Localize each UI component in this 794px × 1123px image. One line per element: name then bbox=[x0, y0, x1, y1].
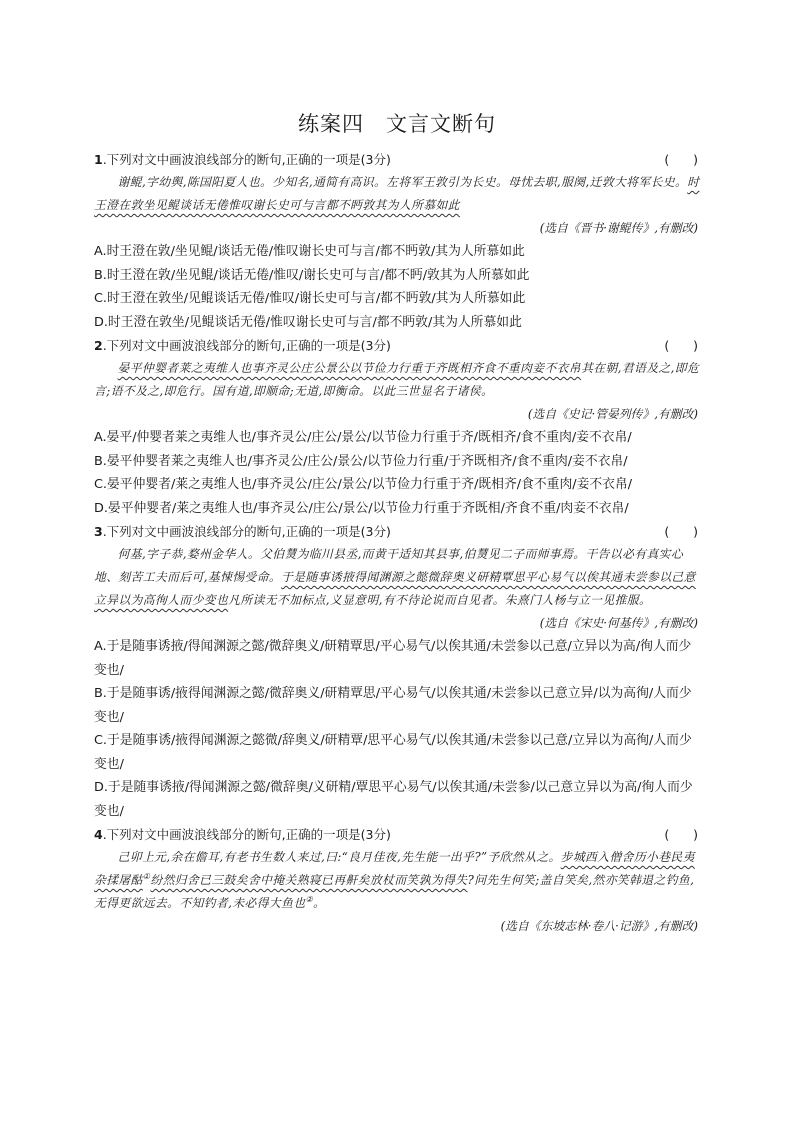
question-text: .下列对文中画波浪线部分的断句,正确的一项是(3分) bbox=[102, 524, 391, 539]
question-number: 3 bbox=[94, 524, 103, 539]
title-part1: 练案四 bbox=[298, 112, 364, 136]
option-d[interactable]: D.晏平仲婴者/莱之夷维人也/事齐灵公/庄公/景公/以节俭力行重于齐既相/齐食不重/肉妾不衣帛/ bbox=[94, 500, 629, 516]
passage bbox=[94, 543, 700, 612]
passage-source: (选自《宋史·何基传》,有删改) bbox=[539, 616, 698, 630]
answer-blank[interactable]: ( ) bbox=[664, 827, 698, 842]
wavy-underlined-text: 步城西入僧舍历小巷民夷杂揉屠酤 bbox=[94, 850, 695, 887]
page-title bbox=[94, 108, 700, 138]
option-a[interactable]: A.晏平/仲婴者莱之夷维人也/事齐灵公/庄公/景公/以节俭力行重于齐/既相齐/食不重肉/妾不衣帛/ bbox=[94, 430, 632, 445]
passage-text: 。 bbox=[313, 896, 326, 910]
question-stem bbox=[94, 520, 700, 543]
question-text: .下列对文中画波浪线部分的断句,正确的一项是(3分) bbox=[102, 152, 391, 167]
wavy-underlined-text: 晏平仲婴者莱之夷维人也事齐灵公庄公景公以节俭力行重于齐既相齐食不重肉妾不衣帛 bbox=[117, 361, 582, 375]
answer-blank[interactable]: ( ) bbox=[664, 338, 698, 353]
question-number: 2 bbox=[94, 338, 103, 353]
question-stem bbox=[94, 823, 700, 846]
option-b[interactable]: B.时王澄在敦/坐见鲲/谈话无倦/惟叹/谢长史可与言/都不眄/敦其为人所慕如此 bbox=[94, 267, 530, 283]
option-d[interactable]: D.于是随事诱掖/得闻渊源之懿/微辞奥/义研精/覃思平心易气/以俟其通/未尝参/以己意立异以为高/徇人而少变也/ bbox=[94, 780, 693, 819]
question-4 bbox=[94, 823, 700, 938]
passage bbox=[94, 171, 700, 217]
option-b[interactable]: B.晏平仲婴者莱之夷维人也/事齐灵公/庄公/景公/以节俭力行重/于齐既相齐/食不重肉/妾不衣帛/ bbox=[94, 453, 628, 469]
option-a[interactable]: A.于是随事诱掖/得闻渊源之懿/微辞奥义/研精覃思/平心易气/以俟其通/未尝参以己意/立异以为高/徇人而少变也/ bbox=[94, 639, 692, 678]
answer-blank[interactable]: ( ) bbox=[664, 152, 698, 167]
passage-text: 谢鲲,字幼舆,陈国阳夏人也。少知名,通简有高识。左将军王敦引为长史。母忧去职,服阕,迁敦大将军长史。 bbox=[117, 175, 688, 189]
question-1 bbox=[94, 148, 700, 334]
title-part2: 文言文断句 bbox=[386, 112, 496, 136]
option-c[interactable]: C.于是随事诱/掖得闻渊源之懿微/辞奥义/研精覃/思平心易气/以俟其通/未尝参以己意/立异以为高徇/人而少变也/ bbox=[94, 733, 692, 772]
wavy-underlined-text: 纷然归舍已三鼓矣舍中掩关熟寝已再鼾矣放杖而笑孰为得失 bbox=[150, 873, 468, 887]
wavy-underlined-text: 时王澄在敦坐见鲲谈话无倦惟叹谢长史可与言都不眄敦其为人所慕如此 bbox=[94, 175, 700, 212]
question-number: 4 bbox=[94, 827, 103, 842]
passage-text: ?问先生何笑;盖自笑矣,然亦笑韩退之钓鱼,无得更欲远去。不知钓者,未必得大鱼也 bbox=[94, 873, 695, 910]
question-3 bbox=[94, 520, 700, 823]
option-b[interactable]: B.于是随事诱/掖得闻渊源之懿/微辞奥义/研精覃思/平心易气/以俟其通/未尝参以己意立异/以为高徇/人而少变也/ bbox=[94, 686, 692, 725]
passage-text: 其在朝,君语及之,即危言;语不及之,即危行。国有道,即顺命;无道,即衡命。以此三世显名于诸侯。 bbox=[94, 361, 700, 398]
passage-text: 何基,字子恭,婺州金华人。父伯熭为临川县丞,而黄干适知其县事,伯熭见二子而师事焉。干告以必有真实心地、刻苦工夫而后可,基悚惕受命。 bbox=[94, 547, 684, 584]
passage bbox=[94, 846, 700, 915]
question-number: 1 bbox=[94, 152, 103, 167]
passage-source: (选自《晋书·谢鲲传》,有删改) bbox=[539, 221, 698, 235]
question-stem bbox=[94, 334, 700, 357]
option-a[interactable]: A.时王澄在敦/坐见鲲/谈话无倦/惟叹谢长史可与言/都不眄敦/其为人所慕如此 bbox=[94, 244, 525, 259]
answer-blank[interactable]: ( ) bbox=[664, 524, 698, 539]
passage-source: (选自《东坡志林·卷八·记游》,有删改) bbox=[500, 919, 698, 933]
footnote-marker: ① bbox=[142, 872, 151, 882]
footnote-marker: ② bbox=[305, 895, 314, 905]
option-c[interactable]: C.时王澄在敦坐/见鲲谈话无倦/惟叹/谢长史可与言/都不眄敦/其为人所慕如此 bbox=[94, 291, 526, 306]
option-d[interactable]: D.时王澄在敦坐/见鲲谈话无倦/惟叹谢长史可与言/都不眄敦/其为人所慕如此 bbox=[94, 314, 522, 330]
option-c[interactable]: C.晏平仲婴者/莱之夷维人也/事齐灵公/庄公/景公/以节俭力行重于齐/既相齐/食不重肉/妾不衣帛/ bbox=[94, 477, 633, 492]
passage bbox=[94, 357, 700, 403]
question-stem bbox=[94, 148, 700, 171]
passage-text: 己卯上元,余在儋耳,有老书生数人来过,曰:“良月佳夜,先生能一出乎?”予欣然从之。 bbox=[117, 850, 561, 864]
exercise-page bbox=[94, 100, 700, 938]
question-text: .下列对文中画波浪线部分的断句,正确的一项是(3分) bbox=[102, 338, 391, 353]
passage-text: 凡所读无不加标点,义显意明,有不待论说而自见者。朱熹门人杨与立一见推服。 bbox=[228, 593, 652, 607]
question-2 bbox=[94, 334, 700, 520]
wavy-underlined-text: 于是随事诱掖得闻渊源之懿微辞奥义研精覃思平心易气以俟其通未尝参以己意立异以为高徇人而少变也 bbox=[94, 570, 696, 607]
question-text: .下列对文中画波浪线部分的断句,正确的一项是(3分) bbox=[102, 827, 391, 842]
passage-source: (选自《史记·管晏列传》,有删改) bbox=[527, 407, 698, 421]
